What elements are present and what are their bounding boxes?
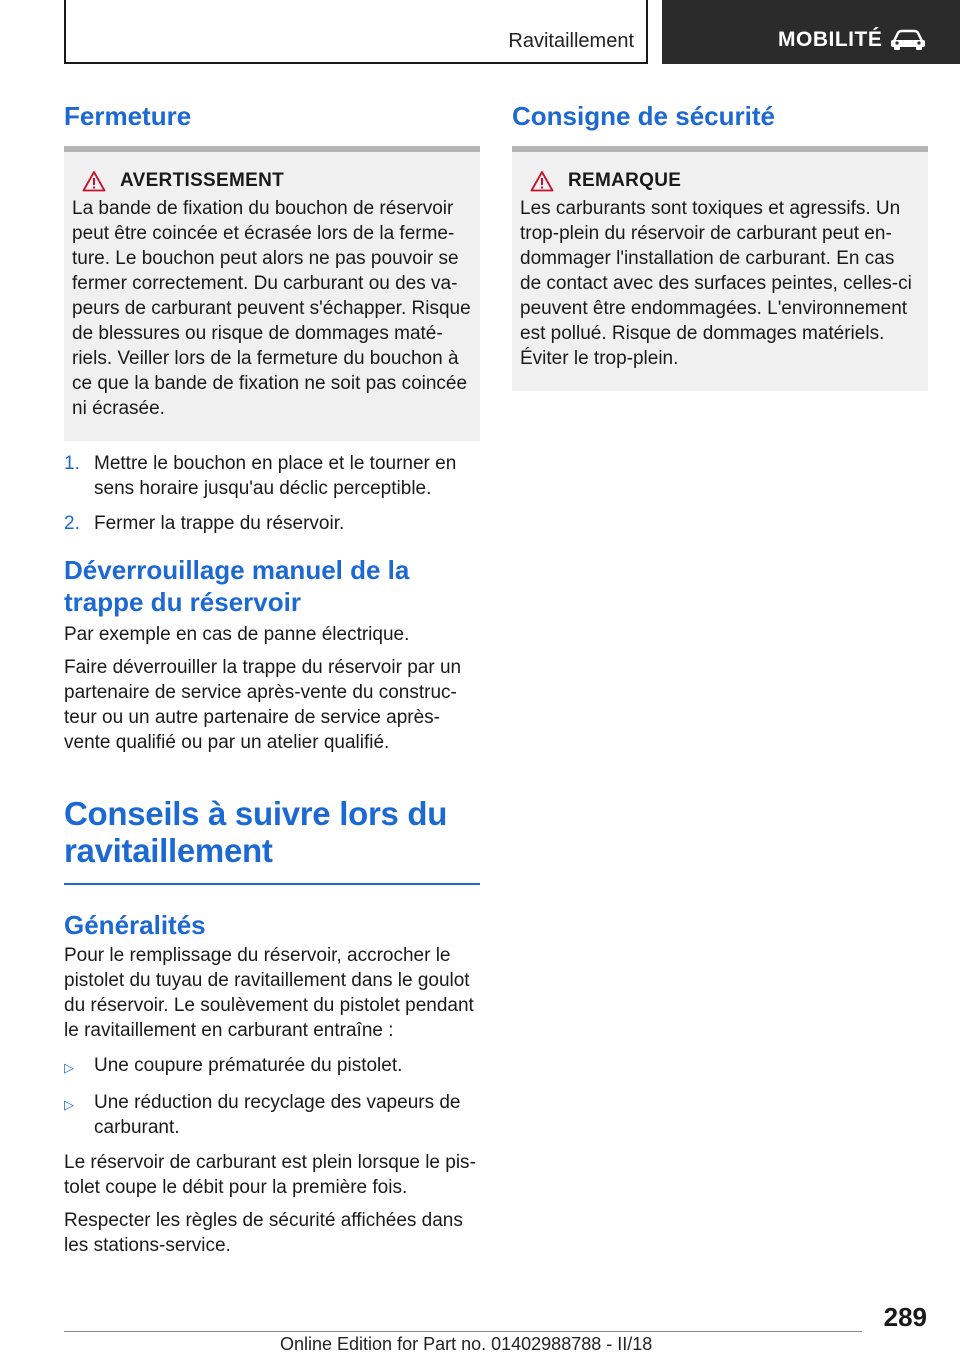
warning-title: AVERTISSEMENT [120, 170, 285, 191]
bullet-triangle-icon: ▷ [64, 1097, 74, 1112]
left-column [64, 100, 480, 1258]
list-item [64, 511, 480, 536]
list-item [64, 1053, 480, 1080]
right-column [512, 100, 928, 391]
header-section-title: Ravitaillement [508, 30, 634, 52]
step-text: Fermer la trappe du réservoir. [94, 513, 345, 534]
heading-deverrouillage: Déverrouillage manuel de la trappe du réservoir [64, 555, 410, 617]
bullet-text: Une réduction du recyclage des vapeurs de carburant. [94, 1092, 461, 1138]
paragraph: Respecter les règles de sécurité affichées dans les stations-service. [64, 1210, 463, 1256]
warning-triangle-icon [82, 170, 106, 192]
remark-box [512, 146, 928, 391]
car-icon [890, 27, 926, 51]
remark-title: REMARQUE [568, 170, 682, 191]
list-item [64, 1090, 480, 1140]
steps-list [64, 451, 480, 536]
paragraph: Par exemple en cas de panne électrique. [64, 624, 410, 645]
warning-triangle-icon [530, 170, 554, 192]
bullet-list [64, 1053, 480, 1140]
heading-conseils: Conseils à suivre lors du ravitaillement [64, 795, 448, 869]
footer-edition: Online Edition for Part no. 01402988788 - II/18 [280, 1334, 653, 1354]
step-number: 1. [64, 453, 80, 474]
bullet-text: Une coupure prématurée du pistolet. [94, 1055, 403, 1076]
bullet-triangle-icon: ▷ [64, 1060, 74, 1075]
heading-generalites: Généralités [64, 910, 206, 940]
paragraph: Le réservoir de carburant est plein lorsque le pistolet coupe le débit pour la première fois. [64, 1152, 476, 1198]
list-item [64, 451, 480, 501]
heading-fermeture: Fermeture [64, 101, 192, 131]
paragraph: Faire déverrouiller la trappe du réservoir par un partenaire de service après-vente du constructeur ou un autre partenaire de service après-vente qualifié ou par un atelier qualifié. [64, 657, 462, 753]
page-number: 289 [883, 1302, 927, 1332]
heading-consigne: Consigne de sécurité [512, 101, 775, 131]
warning-box [64, 146, 480, 441]
section-rule [64, 883, 480, 885]
step-number: 2. [64, 513, 80, 534]
warning-text: La bande de fixation du bouchon de réservoir peut être coincée et écrasée lors de la fermeture. Le bouchon peut alors ne pas pouvoir se fermer correctement. Du carburant ou des vapeurs de carburant peuvent s'échapper. Risque de blessures ou risque de dommages matériels. Veiller lors de la fermeture du bouchon à ce que la bande de fixation ne soit pas coincée ni écrasée. [72, 198, 471, 419]
header-chapter-title: MOBILITÉ [778, 28, 883, 51]
remark-text: Les carburants sont toxiques et agressifs. Un trop-plein du réservoir de carburant peut endommager l'installation de carburant. En cas de contact avec des surfaces peintes, celles-ci peuvent être endommagées. L'environnement est pollué. Risque de dommages matériels. Éviter le trop-plein. [520, 198, 912, 369]
header-chapter-box [662, 0, 960, 64]
header-section-box [64, 0, 648, 64]
footer-divider [64, 1331, 862, 1332]
step-text: Mettre le bouchon en place et le tourner en sens horaire jusqu'au déclic perceptible. [94, 453, 457, 499]
paragraph: Pour le remplissage du réservoir, accrocher le pistolet du tuyau de ravitaillement dans le goulot du réservoir. Le soulèvement du pistolet pendant le ravitaillement en carburant entraîne : [64, 945, 474, 1041]
